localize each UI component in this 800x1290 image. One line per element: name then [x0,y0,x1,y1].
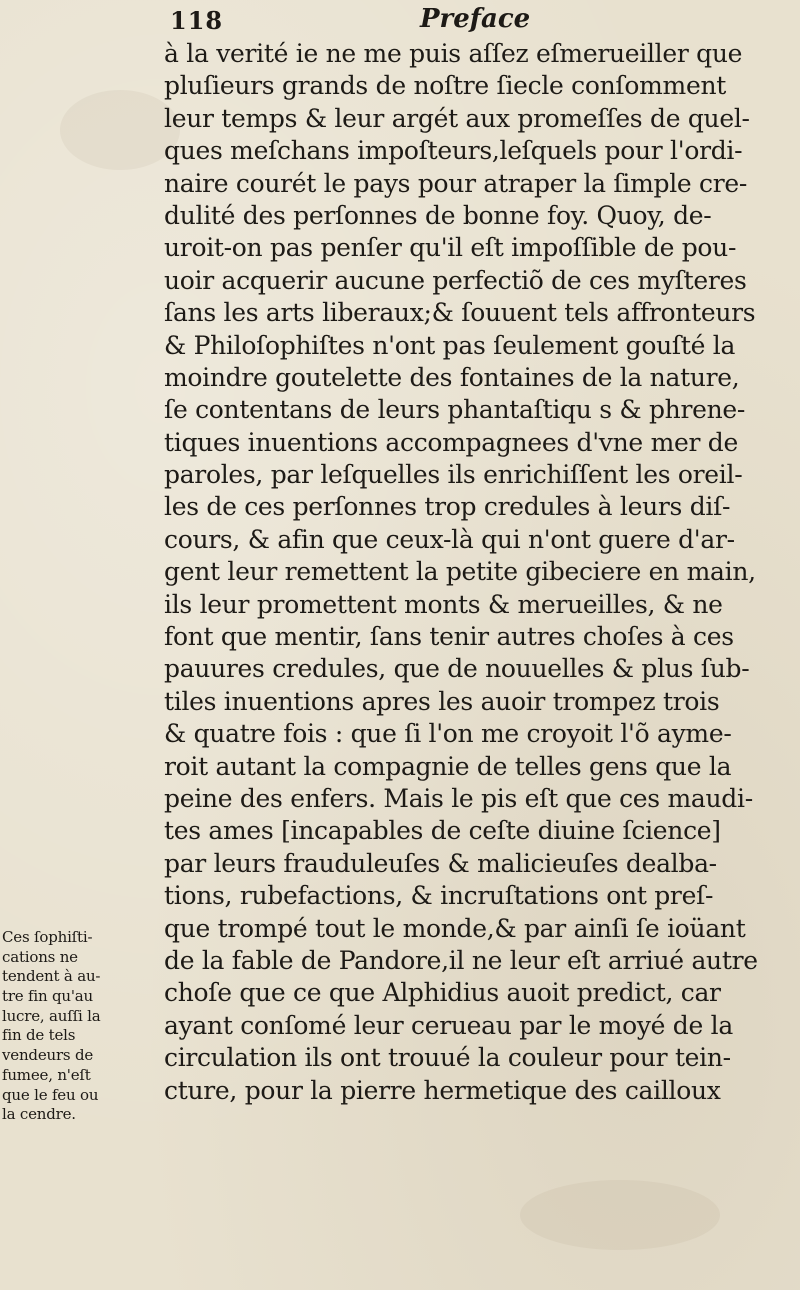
text-line: gent leur remettent la petite gibeciere en main, [164,557,756,587]
text-line: leur temps & leur argét aux promeſſes de quel- [164,103,750,133]
text-line: choſe que ce que Alphidius auoit predict, car [164,978,721,1008]
text-line: & Philoſophiſtes n'ont pas ſeulement gouſté la [164,330,736,360]
text-line: de la fable de Pandore,il ne leur eſt arriué autre [164,945,758,975]
text-line: tiles inuentions apres les auoir trompez trois [164,686,720,716]
paper-stain [520,1180,720,1250]
text-line: tes ames [incapables de ceſte diuine ſcience] [164,816,721,846]
running-head: Preface [420,4,531,34]
text-line: roit autant la compagnie de telles gens que la [164,751,732,781]
margin-note-line: la cendre. [2,1105,76,1124]
text-line: tions, rubefactions, & incruſtations ont preſ- [164,881,714,911]
margin-note [2,928,152,1125]
text-line: ayant conſomé leur cerueau par le moyé de la [164,1010,733,1040]
text-line: paroles, par leſquelles ils enrichiſſent les oreil- [164,460,743,490]
text-line: à la verité ie ne me puis aſſez eſmerueiller que [164,39,743,68]
main-text [164,38,800,1107]
margin-note-line: Ces ſophiſti- [2,928,93,946]
paper-stain [60,90,180,170]
page-header [162,4,782,38]
text-line: ſe contentans de leurs phantaſtiqu s & phrene- [164,395,746,425]
text-line: pluſieurs grands de noſtre ſiecle conſomment [164,71,726,101]
text-line: peine des enfers. Mais le pis eſt que ces maudi- [164,783,753,813]
page-number: 118 [170,6,224,35]
text-line: tiques inuentions accompagnees d'vne mer de [164,427,738,457]
margin-note-line: fin de tels [2,1026,76,1045]
text-line: pauures credules, que de nouuelles & plus ſub- [164,654,750,684]
text-line: ques meſchans impoſteurs,leſquels pour l'ordi- [164,136,743,166]
text-line: ſans les arts liberaux;& ſouuent tels affronteurs [164,298,756,328]
margin-note-line: tendent à au- [2,967,101,986]
text-line: font que mentir, ſans tenir autres choſes à ces [164,622,734,652]
margin-note-line: fumee, n'eſt [2,1065,91,1084]
margin-note-line: vendeurs de [2,1046,94,1065]
text-line: par leurs frauduleuſes & malicieuſes dealba- [164,848,717,878]
text-line: que trompé tout le monde,& par ainſi ſe ioüant [164,913,746,943]
text-line: circulation ils ont trouué la couleur pour tein- [164,1043,731,1073]
text-line: ils leur promettent monts & merueilles, & ne [164,589,723,619]
text-line: cours, & afin que ceux-là qui n'ont guere d'ar- [164,524,735,554]
margin-note-line: que le feu ou [2,1085,99,1104]
text-line: les de ces perſonnes trop credules à leurs diſ- [164,492,731,522]
text-line: naire courét le pays pour atraper la ſimple cre- [164,168,748,198]
text-line: cture, pour la pierre hermetique des cailloux [164,1075,721,1105]
margin-note-line: cations ne [2,947,78,966]
text-line: uroit-on pas penſer qu'il eſt impoſſible de pou- [164,233,737,263]
margin-note-line: lucre, auſſi la [2,1006,101,1025]
text-line: uoir acquerir aucune perfectiõ de ces myſteres [164,265,747,295]
text-line: moindre goutelette des fontaines de la nature, [164,362,740,392]
text-line: dulité des perſonnes de bonne foy. Quoy, de- [164,200,712,230]
margin-note-line: tre fin qu'au [2,987,94,1006]
text-line: & quatre fois : que ſi l'on me croyoit l'õ ayme- [164,719,732,749]
